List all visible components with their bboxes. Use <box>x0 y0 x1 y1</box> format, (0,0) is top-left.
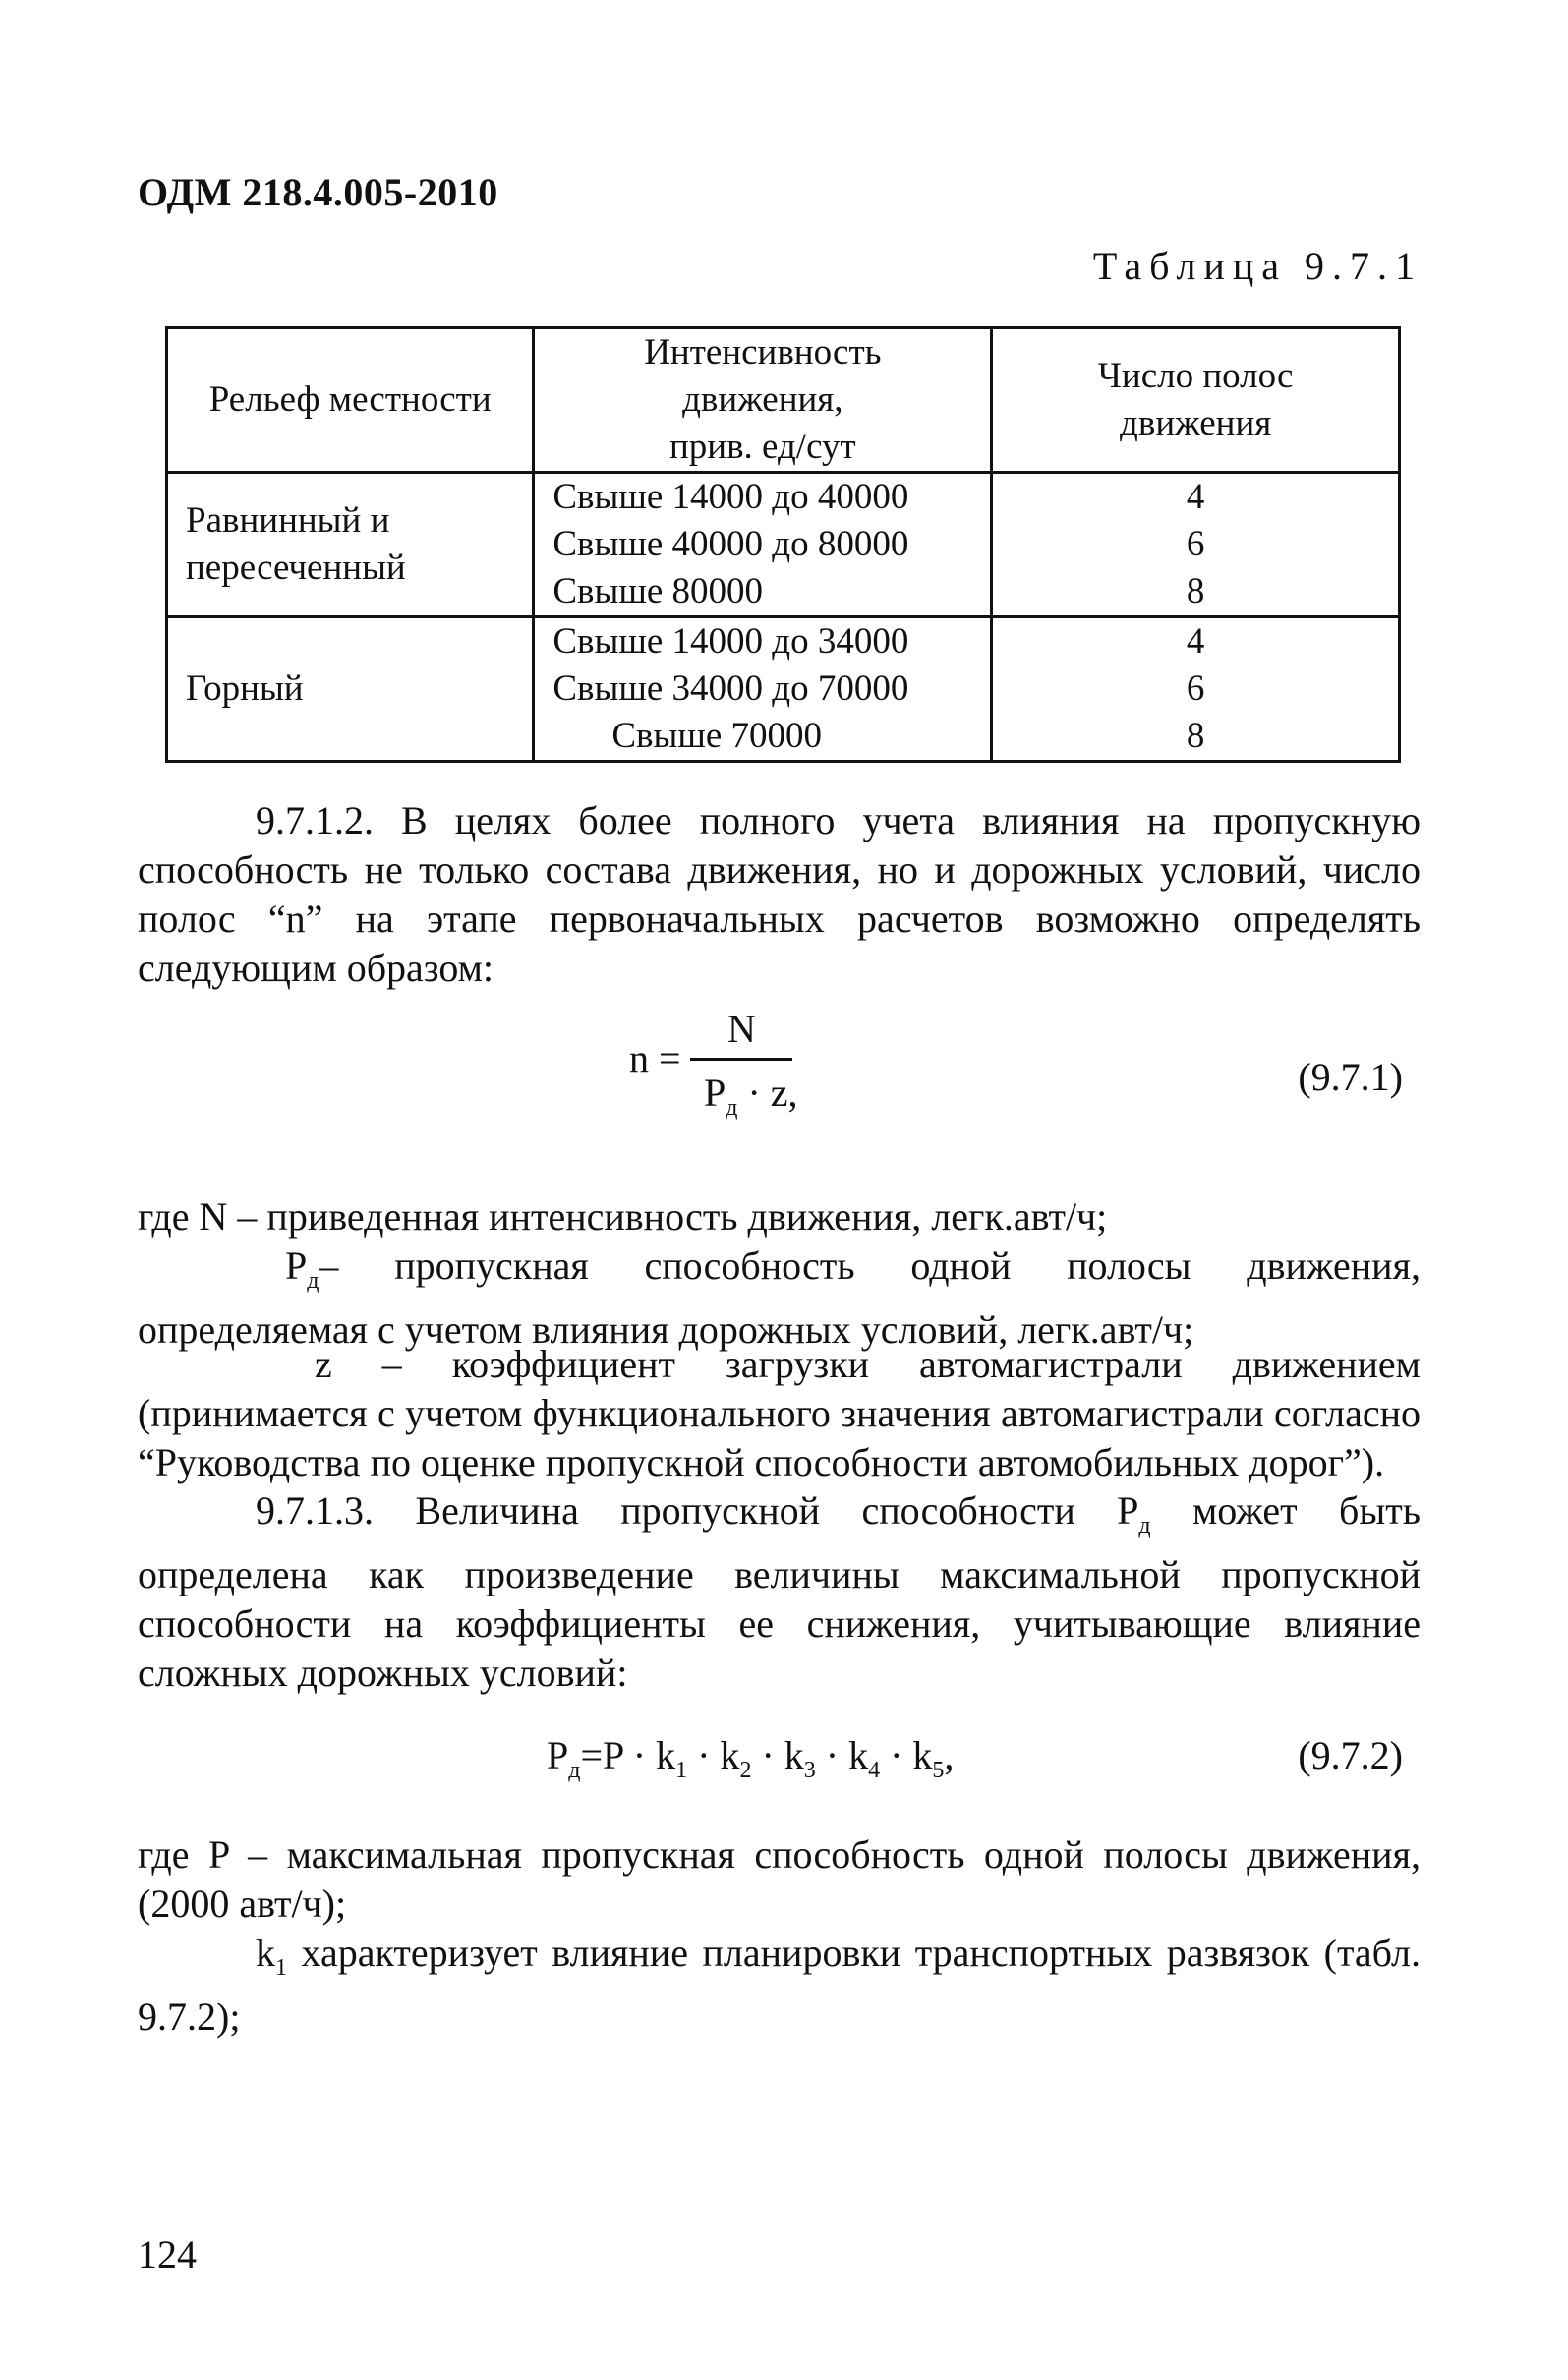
page-number: 124 <box>138 2233 197 2277</box>
relief-cell: Горный <box>167 617 534 762</box>
formula-comma: , <box>787 1071 798 1115</box>
header-intensity-line: Интенсивность <box>644 332 882 373</box>
document-code: ОДМ 218.4.005-2010 <box>138 170 498 214</box>
where-z-line: z – коэффициент загрузки автомагистрали движением (принимается с учетом функционального значения автомагистрали согласно “Руководства по оценке пропускной способности автомобильных дорог”). <box>138 1342 1421 1484</box>
lanes-table <box>165 326 1401 763</box>
relief-cell <box>167 473 534 617</box>
header-lanes-line: движения <box>1120 403 1272 443</box>
f2-p: P <box>547 1733 569 1777</box>
formula-2 <box>547 1732 954 1784</box>
relief-line: Равнинный и <box>186 500 390 541</box>
paragraph-9-7-1-2: 9.7.1.2. В целях более полного учета влияния на пропускную способность не только состава движения, но и дорожных условий, число полос “n” на этапе первоначальных расчетов возможно определять следующим образом: <box>138 798 1421 990</box>
f2-p-sub: д <box>568 1758 581 1783</box>
pd-text: – пропускная способность одной полосы движения, определяемая с учетом влияния дорожных условий, легк.авт/ч; <box>138 1244 1421 1352</box>
header-relief: Рельеф местности <box>167 328 534 473</box>
denominator-sub: д <box>726 1095 738 1121</box>
f2-k3: 3 <box>803 1758 816 1783</box>
f2-dot-k: · k <box>890 1733 933 1777</box>
header-intensity <box>534 328 992 473</box>
intensity-value: Свыше 34000 до 70000 <box>552 668 909 709</box>
table-row <box>167 617 1400 762</box>
header-intensity-line: движения, <box>682 379 843 420</box>
where-pd-line <box>138 1242 1421 1355</box>
where-p-line: где P – максимальная пропускная способность одной полосы движения, (2000 авт/ч); <box>138 1832 1421 1926</box>
k1-sub: 1 <box>275 1955 287 1981</box>
para-9713-sub: д <box>1138 1513 1151 1538</box>
f2-dot-k: · k <box>825 1733 869 1777</box>
formula-numerator: N <box>727 1007 756 1051</box>
lanes-value: 8 <box>1186 571 1205 611</box>
pd-symbol: P <box>285 1244 308 1288</box>
f2-k4: 4 <box>868 1758 881 1783</box>
denominator-p: P <box>704 1071 726 1115</box>
f2-dot-k: · k <box>697 1733 740 1777</box>
table-header-row <box>167 328 1400 473</box>
intensity-value: Свыше 70000 <box>611 716 823 756</box>
header-lanes <box>992 328 1400 473</box>
lanes-value: 6 <box>1186 668 1205 709</box>
f2-k5: 5 <box>932 1758 945 1783</box>
lanes-cell <box>992 473 1400 617</box>
f2-k2: 2 <box>739 1758 752 1783</box>
lanes-cell <box>992 617 1400 762</box>
para-9713-before: 9.7.1.3. Величина пропускной способности P <box>256 1488 1139 1533</box>
pd-sub: д <box>307 1268 319 1294</box>
where-k1-line <box>138 1929 1421 2042</box>
intensity-cell <box>534 473 992 617</box>
fraction-bar <box>690 1058 792 1061</box>
lanes-value: 6 <box>1186 524 1205 564</box>
header-lanes-line: Число полос <box>1097 356 1294 396</box>
lanes-value: 4 <box>1186 477 1205 517</box>
lanes-value: 4 <box>1186 621 1205 662</box>
lanes-value: 8 <box>1186 716 1205 756</box>
equation-number: (9.7.1) <box>1298 1055 1403 1099</box>
intensity-value: Свыше 80000 <box>552 571 764 611</box>
f2-dot-k: · k <box>761 1733 804 1777</box>
k1-symbol: k <box>256 1931 275 1975</box>
equation-number-2: (9.7.2) <box>1298 1733 1403 1777</box>
intensity-cell <box>534 617 992 762</box>
header-intensity-line: прив. ед/сут <box>668 427 856 467</box>
table-row <box>167 473 1400 617</box>
paragraph-9-7-1-3 <box>138 1486 1421 1698</box>
intensity-value: Свыше 14000 до 40000 <box>552 477 909 517</box>
f2-k1: 1 <box>675 1758 688 1783</box>
intensity-value: Свыше 40000 до 80000 <box>552 524 909 564</box>
denominator-rest: · z <box>747 1071 788 1115</box>
relief-line: пересеченный <box>186 548 406 588</box>
f2-end: , <box>944 1733 955 1777</box>
formula-lhs: n = <box>629 1036 681 1080</box>
table-caption: Таблица 9.7.1 <box>1092 244 1423 288</box>
f2-mid: =P · k <box>580 1733 676 1777</box>
where-n-line: где N – приведенная интенсивность движения, легк.авт/ч; <box>138 1194 1108 1239</box>
intensity-value: Свыше 14000 до 34000 <box>552 621 909 662</box>
para-9713-after: может быть определена как произведение величины максимальной пропускной способности на коэффициенты ее снижения, учитывающие влияние сложных дорожных условий: <box>138 1488 1421 1695</box>
k1-text: характеризует влияние планировки транспортных развязок (табл. 9.7.2); <box>138 1931 1421 2039</box>
formula-denominator <box>704 1070 798 1122</box>
